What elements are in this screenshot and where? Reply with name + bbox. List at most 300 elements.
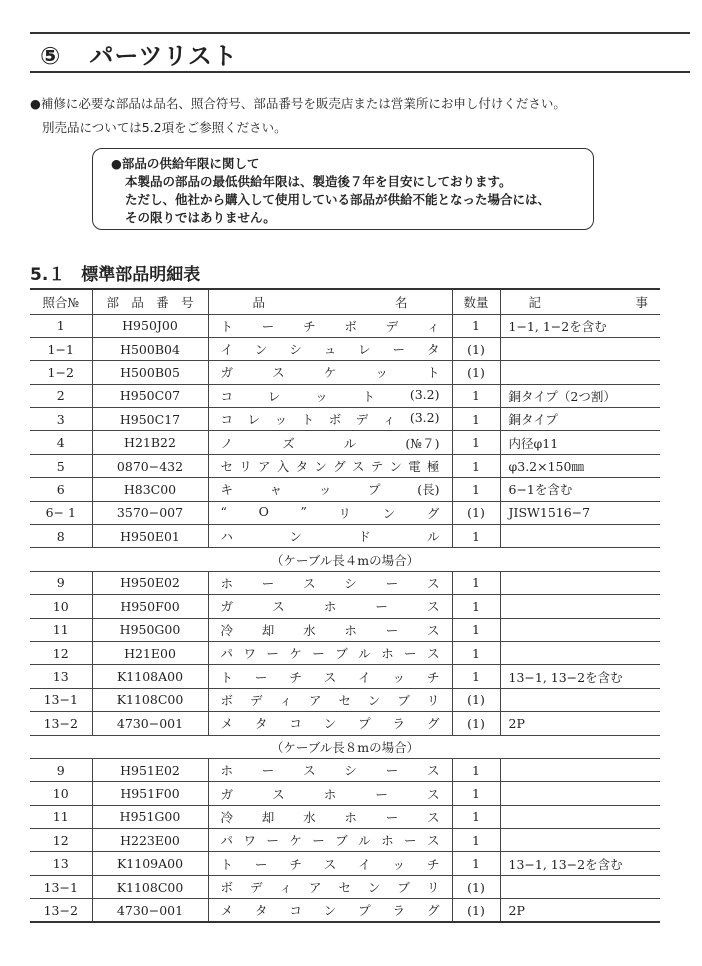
part-name: [221, 785, 440, 803]
cell-qty: 1: [452, 454, 500, 477]
name-char: メ: [220, 903, 234, 919]
name-char: イ: [220, 342, 234, 358]
cell-remarks: 13−1, 13−2を含む: [500, 665, 660, 688]
name-char: ン: [289, 529, 302, 545]
cell-qty: 1: [452, 618, 500, 641]
name-char: ブ: [397, 692, 410, 708]
name-char: ズ: [282, 435, 295, 451]
part-name: [221, 527, 440, 545]
cell-no: 13−2: [30, 712, 92, 735]
name-char: ー: [385, 622, 399, 638]
name-char: ホ: [220, 575, 234, 591]
table-row: [30, 688, 660, 711]
supply-notice-line: ただし、他社から購入して使用している部品が供給不能となった場合には、: [125, 192, 551, 207]
name-suffix: (長): [417, 482, 440, 498]
cell-no: 1−1: [30, 337, 92, 360]
cell-part-number: 4730−001: [92, 899, 208, 922]
name-char: ー: [312, 833, 325, 849]
name-char: チ: [289, 669, 302, 685]
header-char: 記: [528, 294, 542, 310]
name-char: ィ: [279, 880, 292, 896]
table-row: [30, 875, 660, 898]
name-char: “: [220, 503, 227, 519]
header-qty: 数量: [452, 289, 500, 314]
name-char: コ: [289, 903, 302, 919]
name-char: ー: [404, 646, 417, 662]
name-char: タ: [254, 903, 268, 919]
cell-qty: 1: [452, 431, 500, 454]
name-char: パ: [220, 646, 234, 662]
cell-remarks: [500, 618, 660, 641]
table-row: [30, 525, 660, 548]
name-char: O: [258, 503, 269, 519]
name-char: ン: [367, 692, 381, 708]
section-number: 5.１: [30, 265, 66, 285]
cell-no: 8: [30, 525, 92, 548]
cell-qty: 1: [452, 782, 500, 805]
name-char: ィ: [382, 412, 396, 428]
part-name: [221, 878, 440, 896]
name-char: ス: [323, 856, 337, 872]
name-char: 極: [426, 459, 440, 475]
cell-name: [208, 641, 452, 664]
name-char: グ: [333, 459, 346, 475]
cell-part-number: H950J00: [92, 314, 208, 337]
name-char: グ: [426, 505, 440, 521]
note-repair-parts: ●補修に必要な部品は品名、照合符号、部品番号を販売店または営業所にお申し付けください。: [30, 96, 566, 111]
name-char: セ: [220, 459, 234, 475]
name-char: リ: [239, 459, 252, 475]
part-name: [221, 340, 440, 358]
cell-qty: 1: [452, 408, 500, 431]
cell-part-number: 3570−007: [92, 501, 208, 524]
cell-qty: (1): [452, 688, 500, 711]
cell-part-number: K1108C00: [92, 688, 208, 711]
name-char: ー: [385, 575, 399, 591]
page-title-number: ⑤: [40, 42, 62, 70]
name-char: ス: [272, 786, 285, 802]
cell-part-number: H951E02: [92, 758, 208, 781]
cell-qty: 1: [452, 314, 500, 337]
name-char: セ: [338, 880, 351, 896]
name-char: ー: [254, 856, 268, 872]
parts-table: [30, 288, 660, 923]
name-char: 水: [303, 809, 316, 825]
name-char: デ: [249, 880, 263, 896]
cell-remarks: [500, 525, 660, 548]
name-char: ス: [426, 809, 440, 825]
name-char: タ: [426, 342, 440, 358]
name-char: ス: [426, 786, 440, 802]
name-char: グ: [426, 716, 440, 732]
table-row: [30, 501, 660, 524]
name-char: ノ: [220, 435, 234, 451]
name-char: ル: [358, 833, 371, 849]
cell-remarks: φ3.2×150㎜: [500, 454, 660, 477]
name-char: ン: [314, 459, 327, 475]
cell-remarks: 銅タイプ（2つ割）: [500, 384, 660, 407]
cell-name: [208, 501, 452, 524]
name-char: テ: [370, 459, 384, 475]
cell-no: 13−2: [30, 899, 92, 922]
name-char: ー: [385, 809, 399, 825]
cell-qty: 1: [452, 595, 500, 618]
cell-part-number: H950F00: [92, 595, 208, 618]
name-char: ャ: [269, 482, 283, 498]
name-char: ー: [312, 646, 325, 662]
table-row: [30, 408, 660, 431]
part-name: [221, 363, 440, 381]
part-name: [221, 761, 440, 779]
name-char: ア: [308, 692, 322, 708]
name-char: ッ: [392, 669, 406, 685]
cell-no: 9: [30, 571, 92, 594]
name-char: プ: [358, 903, 371, 919]
name-char: ホ: [381, 833, 394, 849]
name-char: ュ: [323, 342, 337, 358]
title-rule-bottom: [30, 71, 690, 73]
cell-part-number: H500B04: [92, 337, 208, 360]
cell-name: [208, 899, 452, 922]
cell-no: 4: [30, 431, 92, 454]
name-char: ス: [272, 365, 285, 381]
cell-part-number: H951G00: [92, 805, 208, 828]
name-char: ス: [426, 599, 440, 615]
cell-part-number: K1108A00: [92, 665, 208, 688]
cell-qty: 1: [452, 852, 500, 875]
cell-qty: 1: [452, 641, 500, 664]
name-char: ス: [323, 669, 337, 685]
cell-no: 11: [30, 805, 92, 828]
name-char: ガ: [220, 365, 234, 381]
cell-remarks: [500, 758, 660, 781]
cell-qty: (1): [452, 875, 500, 898]
name-char: ン: [323, 716, 337, 732]
name-char: ス: [426, 622, 440, 638]
supply-notice-heading: ●部品の供給年限に関して: [111, 156, 260, 171]
name-char: ホ: [220, 763, 234, 779]
cell-part-number: 4730−001: [92, 712, 208, 735]
cell-no: 10: [30, 595, 92, 618]
header-name: [208, 289, 452, 314]
name-char: プ: [368, 482, 381, 498]
part-name: [221, 831, 440, 849]
cell-remarks: [500, 595, 660, 618]
name-char: ー: [261, 318, 275, 334]
name-char: デ: [385, 318, 399, 334]
cell-qty: 1: [452, 665, 500, 688]
name-char: シ: [344, 763, 357, 779]
part-name: [221, 808, 440, 826]
cell-name: [208, 875, 452, 898]
cell-no: 3: [30, 408, 92, 431]
title-rule-top: [30, 32, 690, 34]
cell-part-number: 0870−432: [92, 454, 208, 477]
name-char: ル: [343, 435, 357, 451]
cell-name: [208, 525, 452, 548]
cell-name: [208, 712, 452, 735]
table-row: [30, 384, 660, 407]
cell-part-number: H223E00: [92, 829, 208, 852]
table-row: [30, 641, 660, 664]
name-char: ラ: [392, 903, 406, 919]
name-char: ッ: [392, 856, 406, 872]
table-row: [30, 782, 660, 805]
cell-part-number: H950C17: [92, 408, 208, 431]
cell-name: [208, 337, 452, 360]
name-char: ト: [301, 412, 315, 428]
cell-remarks: [500, 337, 660, 360]
supply-notice-box: [92, 148, 594, 230]
cell-name: [208, 852, 452, 875]
cell-part-number: H950C07: [92, 384, 208, 407]
name-char: タ: [295, 459, 309, 475]
cell-part-number: H83C00: [92, 478, 208, 501]
table-row: [30, 478, 660, 501]
name-char: ガ: [220, 599, 234, 615]
name-char: ス: [303, 575, 316, 591]
table-subheader-row: [30, 735, 660, 758]
name-char: ト: [426, 365, 440, 381]
name-char: ハ: [220, 529, 234, 545]
table-subheader-row: [30, 548, 660, 571]
part-name: [221, 691, 440, 709]
part-name: [221, 457, 440, 475]
name-char: キ: [220, 482, 234, 498]
part-name: [221, 434, 440, 452]
cell-remarks: [500, 641, 660, 664]
name-char: ブ: [335, 646, 348, 662]
name-char: ガ: [220, 786, 234, 802]
name-char: タ: [254, 716, 268, 732]
name-char: ア: [308, 880, 322, 896]
name-char: ー: [254, 669, 268, 685]
cell-part-number: H500B05: [92, 361, 208, 384]
name-char: ス: [426, 763, 440, 779]
name-char: ホ: [323, 786, 337, 802]
part-name: [221, 410, 440, 428]
table-row: [30, 595, 660, 618]
cell-no: 12: [30, 641, 92, 664]
header-no: 照合№: [30, 289, 92, 314]
table-row: [30, 665, 660, 688]
table-row: [30, 758, 660, 781]
cell-remarks: 13−1, 13−2を含む: [500, 852, 660, 875]
cell-no: 5: [30, 454, 92, 477]
cell-no: 10: [30, 782, 92, 805]
name-char: ブ: [335, 833, 348, 849]
name-char: リ: [426, 880, 440, 896]
cell-qty: 1: [452, 805, 500, 828]
cell-remarks: 内径φ11: [500, 431, 660, 454]
name-char: ス: [272, 599, 285, 615]
name-char: ッ: [318, 482, 332, 498]
cell-remarks: 1−1, 1−2を含む: [500, 314, 660, 337]
name-char: ン: [389, 459, 402, 475]
part-name: [221, 504, 440, 522]
table-row: [30, 571, 660, 594]
name-char: ケ: [289, 833, 302, 849]
name-char: ワ: [243, 833, 256, 849]
supply-notice-line: その限りではありません。: [125, 210, 276, 225]
cell-qty: 1: [452, 758, 500, 781]
name-char: 却: [261, 809, 275, 825]
name-char: イ: [358, 669, 371, 685]
part-name: [221, 621, 440, 639]
name-char: ッ: [375, 365, 388, 381]
cell-no: 9: [30, 758, 92, 781]
cell-no: 11: [30, 618, 92, 641]
cell-no: 13: [30, 852, 92, 875]
header-char: 部: [106, 294, 120, 310]
name-char: ル: [426, 529, 440, 545]
name-char: ケ: [323, 365, 337, 381]
part-name: [221, 668, 440, 686]
header-char: 名: [394, 294, 408, 310]
table-row: [30, 454, 660, 477]
cell-qty: (1): [452, 501, 500, 524]
name-char: ィ: [279, 692, 292, 708]
name-char: ー: [375, 786, 388, 802]
name-char: ー: [266, 646, 279, 662]
cell-name: [208, 618, 452, 641]
name-char: ホ: [323, 599, 337, 615]
part-name: [221, 714, 440, 732]
name-char: ル: [358, 646, 371, 662]
cell-remarks: 2P: [500, 712, 660, 735]
part-name: [221, 574, 440, 592]
name-char: プ: [358, 716, 371, 732]
cell-qty: 1: [452, 829, 500, 852]
name-char: ボ: [220, 692, 234, 708]
header-char: 品: [131, 294, 144, 310]
name-char: デ: [355, 412, 369, 428]
part-name: [221, 317, 440, 335]
name-char: ィ: [426, 318, 440, 334]
header-char: 号: [180, 294, 194, 310]
cell-remarks: [500, 571, 660, 594]
name-char: コ: [220, 388, 234, 404]
name-char: シ: [289, 342, 302, 358]
name-char: ー: [385, 763, 399, 779]
cell-qty: (1): [452, 899, 500, 922]
cell-name: [208, 829, 452, 852]
name-char: ト: [220, 669, 234, 685]
cell-remarks: 2P: [500, 899, 660, 922]
name-char: ホ: [344, 809, 357, 825]
cable-length-subheader: （ケーブル長４mの場合）: [30, 548, 660, 571]
name-char: ー: [261, 763, 275, 779]
cell-part-number: H21B22: [92, 431, 208, 454]
cell-name: [208, 361, 452, 384]
cell-no: 13−1: [30, 688, 92, 711]
name-char: リ: [338, 505, 352, 521]
name-char: レ: [358, 342, 371, 358]
page-title: [40, 36, 238, 71]
cell-name: [208, 595, 452, 618]
name-char: ド: [358, 529, 371, 545]
name-char: ア: [258, 459, 271, 475]
page-title-text: パーツリスト: [89, 42, 238, 70]
cell-part-number: H21E00: [92, 641, 208, 664]
cell-part-number: H950E01: [92, 525, 208, 548]
cell-remarks: 6−1を含む: [500, 478, 660, 501]
name-char: チ: [303, 318, 316, 334]
cell-name: [208, 408, 452, 431]
cell-remarks: [500, 829, 660, 852]
cell-no: 13−1: [30, 875, 92, 898]
name-char: ト: [362, 388, 375, 404]
name-char: ス: [426, 833, 440, 849]
cell-part-number: K1108C00: [92, 875, 208, 898]
name-char: ー: [404, 833, 417, 849]
cell-qty: (1): [452, 337, 500, 360]
name-char: 入: [276, 459, 290, 475]
cell-no: 1−2: [30, 361, 92, 384]
cell-name: [208, 805, 452, 828]
cell-part-number: H951F00: [92, 782, 208, 805]
cell-part-number: H950E02: [92, 571, 208, 594]
name-char: ン: [382, 505, 396, 521]
section-title: [30, 260, 200, 285]
cell-name: [208, 478, 452, 501]
name-char: ン: [254, 342, 268, 358]
part-name: [221, 901, 440, 919]
name-char: チ: [289, 856, 302, 872]
name-char: ス: [351, 459, 365, 475]
cell-qty: 1: [452, 384, 500, 407]
name-char: ラ: [392, 716, 406, 732]
name-char: ボ: [344, 318, 357, 334]
name-char: 冷: [220, 622, 234, 638]
name-char: チ: [426, 856, 440, 872]
cell-no: 12: [30, 829, 92, 852]
cell-remarks: JISW1516−7: [500, 501, 660, 524]
cell-qty: 1: [452, 571, 500, 594]
name-char: ス: [426, 646, 440, 662]
name-char: パ: [220, 833, 234, 849]
name-char: セ: [338, 692, 351, 708]
name-char: ッ: [315, 388, 328, 404]
name-char: ー: [375, 599, 388, 615]
name-char: シ: [344, 575, 357, 591]
table-row: [30, 361, 660, 384]
name-suffix: (№７): [405, 435, 440, 451]
name-char: ー: [266, 833, 279, 849]
cell-remarks: [500, 805, 660, 828]
name-char: ス: [303, 763, 316, 779]
name-char: ッ: [274, 412, 288, 428]
name-char: ワ: [243, 646, 256, 662]
table-row: [30, 852, 660, 875]
header-remarks: [500, 289, 660, 314]
name-char: 冷: [220, 809, 234, 825]
part-name: [221, 387, 440, 405]
name-char: ン: [367, 880, 381, 896]
cell-qty: (1): [452, 361, 500, 384]
table-row: [30, 829, 660, 852]
cell-no: 1: [30, 314, 92, 337]
name-char: グ: [426, 903, 440, 919]
supply-notice-line: 本製品の部品の最低供給年限は、製造後７年を目安にしております。: [125, 174, 512, 189]
header-char: 事: [635, 294, 648, 310]
name-char: 却: [261, 622, 275, 638]
table-row: [30, 431, 660, 454]
cell-remarks: [500, 688, 660, 711]
cell-name: [208, 571, 452, 594]
cell-qty: (1): [452, 712, 500, 735]
part-name: [221, 644, 440, 662]
